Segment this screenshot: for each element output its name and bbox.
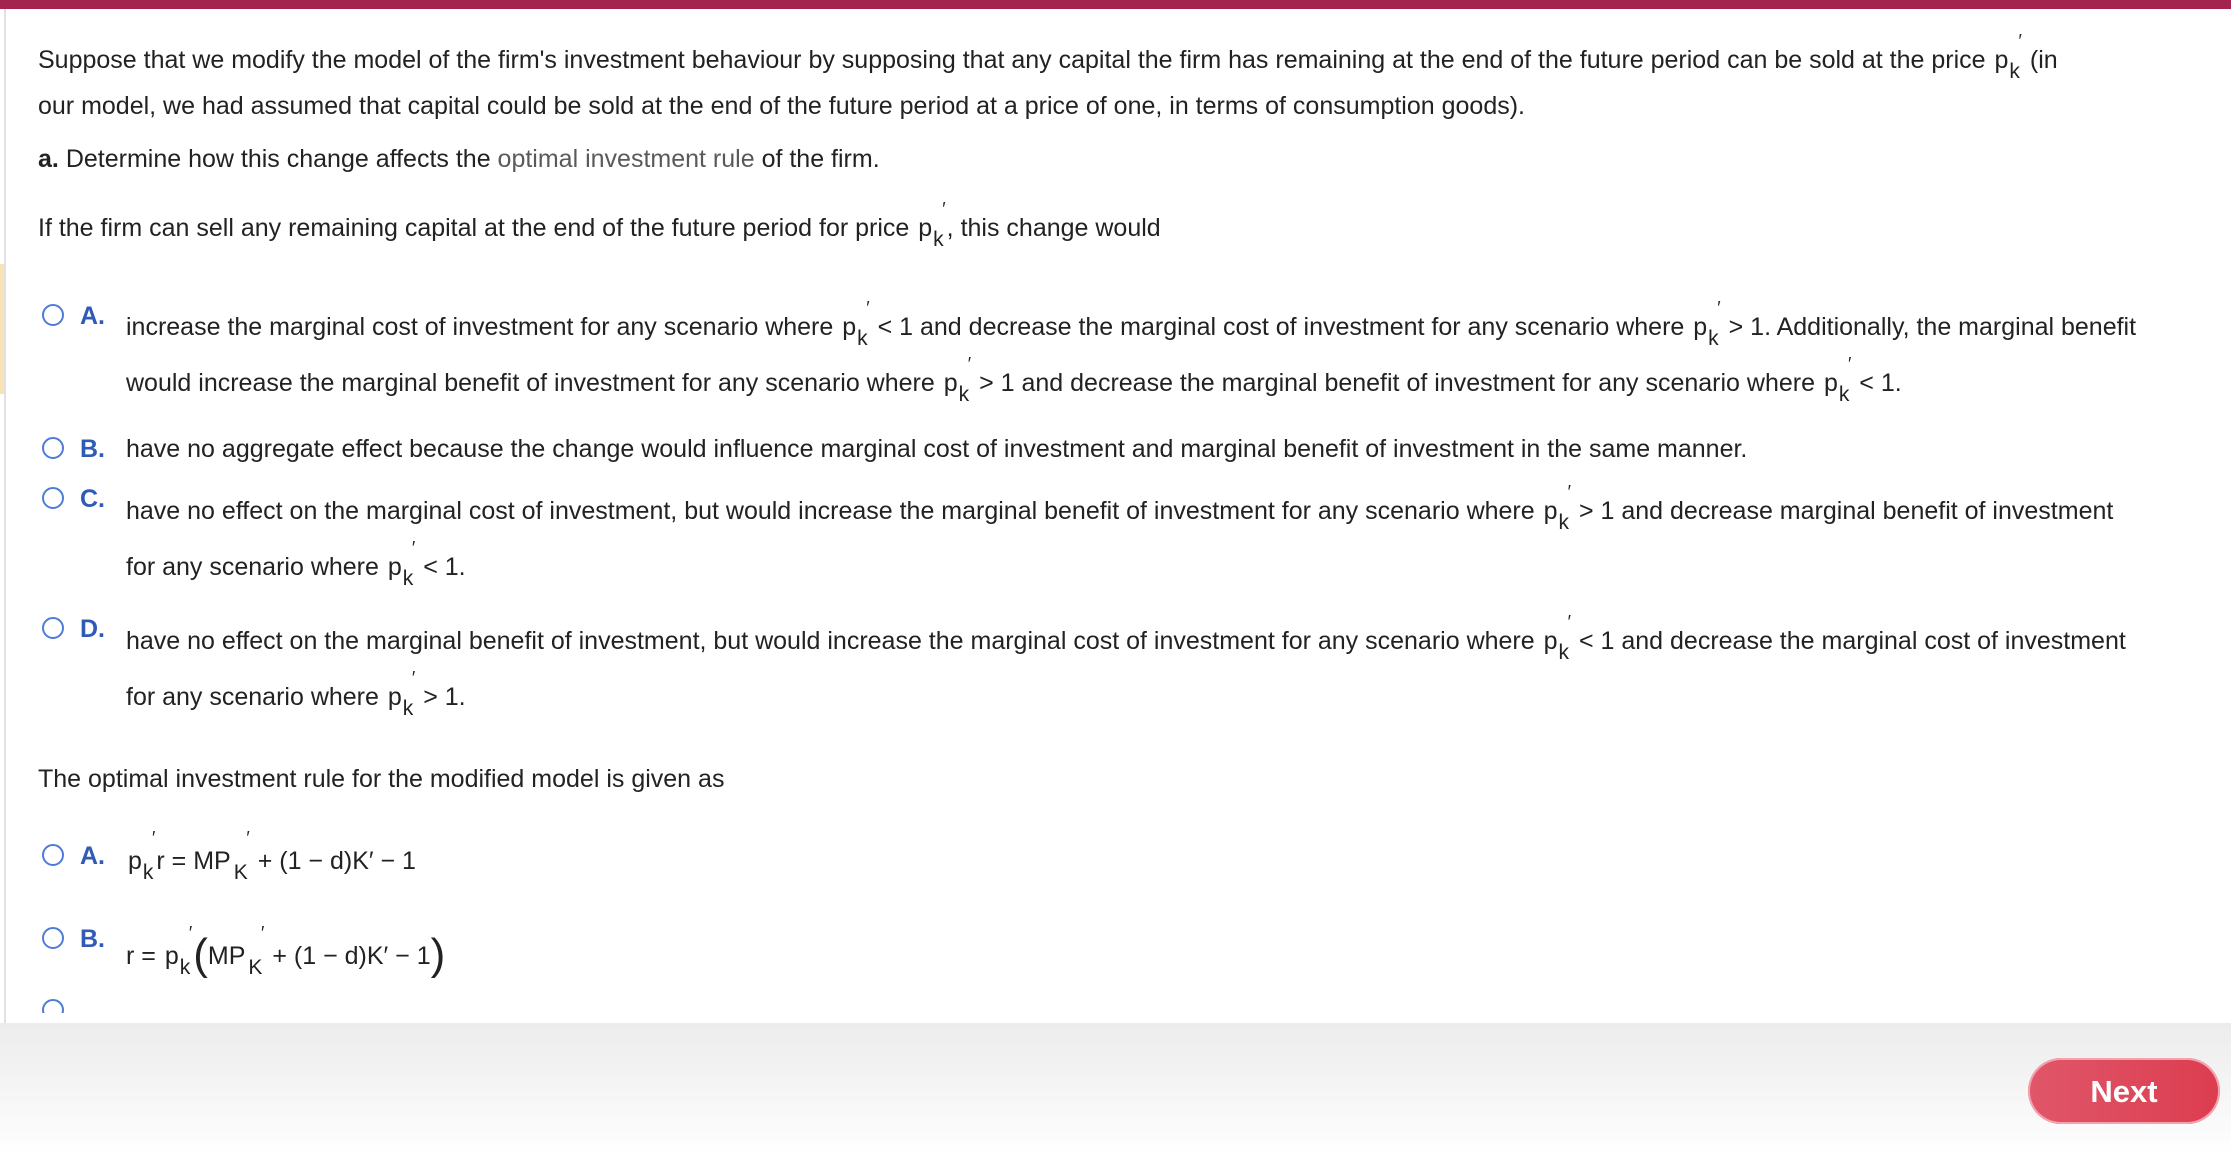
- intro-text-2: (in: [2029, 46, 2058, 74]
- radio-button-1-d[interactable]: [42, 617, 64, 639]
- mpk-subscript: $_K$ ′: [233, 828, 250, 884]
- option-letter: B.: [80, 925, 105, 953]
- optimal-investment-rule-link[interactable]: optimal investment rule: [497, 145, 755, 173]
- pk-symbol: $p_k$ ′: [1994, 31, 2022, 83]
- pk-symbol: $p_k$ ′: [387, 668, 416, 720]
- left-paren: (: [193, 930, 208, 979]
- radio-button-1-b[interactable]: [42, 437, 64, 459]
- pk-symbol: $p_k$ ′: [1693, 298, 1721, 350]
- prompt-text-2: , this change would: [946, 214, 1161, 242]
- question-panel: [0, 9, 2231, 1023]
- intro-text-1: Suppose that we modify the model of the firm's investment behaviour by supposing that any capital the firm has remaining at the end of the future period can be sold at the price: [38, 46, 1986, 74]
- part-a-pre: Determine how this change affects the: [65, 145, 491, 173]
- option-letter: D.: [80, 615, 105, 643]
- pk-symbol: $p_k$ ′: [128, 828, 156, 884]
- right-paren: ): [430, 930, 446, 979]
- radio-button-1-a[interactable]: [42, 304, 64, 326]
- part-a-post: of the firm.: [761, 145, 880, 173]
- radio-button-clipped[interactable]: [42, 999, 64, 1013]
- top-accent-bar: [0, 0, 2231, 9]
- option-text-1-b: have no aggregate effect because the change would influence marginal cost of investment and marginal benefit of investment in the same manner.: [126, 435, 1748, 463]
- option-letter: C.: [80, 485, 105, 513]
- option-letter: A.: [80, 842, 105, 870]
- pk-symbol: $p_k$ ′: [943, 354, 972, 406]
- part-a-instruction: [38, 137, 2201, 181]
- formula-2-a: $p_k$ ′ r = MP $_K$ ′ + (1 − d)K′ − 1: [128, 828, 416, 884]
- footer-bar: [0, 1023, 2231, 1157]
- next-option-clipped: [40, 999, 380, 1013]
- pk-symbol: $p_k$ ′: [164, 923, 193, 979]
- option-text-1-a: increase the marginal cost of investment for any scenario where $p_k$ ′ < 1 and decrease the marginal cost of investment for any scenario where $p_k$ ′ > 1. Additionally, the marginal benefit would increase the marginal benefit of investment for any scenario where $p_k$ ′ > 1 and decrease the marginal benefit of investment for any scenario where $p_k$ ′ < 1.: [126, 300, 2207, 412]
- formula-2-b: $r = p_k$ ′ (MP $_K$ ′ + (1 − d)K′ − 1): [126, 923, 446, 979]
- part-a-label: a.: [38, 145, 59, 173]
- pk-symbol: $p_k$ ′: [1543, 612, 1572, 664]
- option-text-1-c: have no effect on the marginal cost of investment, but would increase the marginal benefit of investment for any scenario where $p_k$ ′ > 1 and decrease marginal benefit of investment for any scenario where $p_k$ ′ < 1.: [126, 484, 2207, 596]
- option-letter: B.: [80, 435, 105, 463]
- pk-symbol: $p_k$ ′: [387, 538, 416, 590]
- prompt-text-1: If the firm can sell any remaining capital at the end of the future period for price: [38, 214, 910, 242]
- question-prompt: [38, 199, 2201, 252]
- radio-button-2-a[interactable]: [42, 844, 64, 866]
- option-letter: A.: [80, 302, 105, 330]
- pk-symbol: $p_k$ ′: [842, 298, 870, 350]
- rule-prompt: The optimal investment rule for the modified model is given as: [38, 765, 725, 793]
- option-text-1-d: have no effect on the marginal benefit of investment, but would increase the marginal cost of investment for any scenario where $p_k$ ′ < 1 and decrease the marginal cost of investment for any scenario where $p_k$ ′ > 1.: [126, 614, 2207, 726]
- question-intro: [38, 31, 2201, 128]
- selection-highlight: [0, 264, 4, 394]
- radio-button-1-c[interactable]: [42, 487, 64, 509]
- radio-button-2-b[interactable]: [42, 927, 64, 949]
- pk-symbol: $p_k$ ′: [918, 199, 946, 251]
- pk-symbol: $p_k$ ′: [1543, 482, 1572, 534]
- intro-text-3: our model, we had assumed that capital could be sold at the end of the future period at a price of one, in terms of consumption goods).: [38, 92, 1525, 120]
- pk-symbol: $p_k$ ′: [1823, 354, 1852, 406]
- left-rule: [4, 9, 6, 1023]
- next-button[interactable]: Next: [2028, 1058, 2220, 1124]
- mpk-subscript: $_K$ ′: [248, 923, 265, 979]
